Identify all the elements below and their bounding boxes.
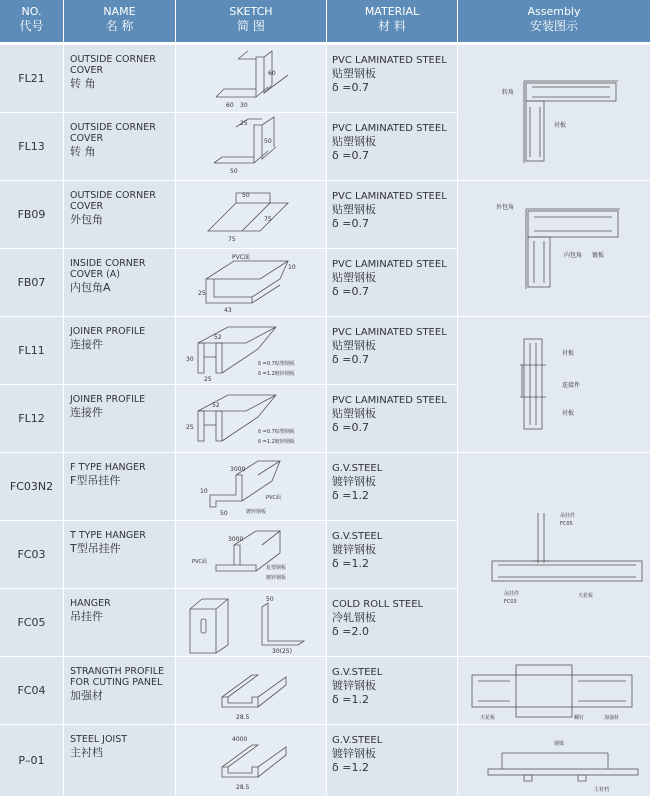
row-name-cn: 转 角 [70, 77, 96, 90]
header-sketch [176, 0, 327, 42]
row-sketch [176, 181, 327, 248]
row-code: FB09 [0, 181, 64, 248]
dim-label: 3000 [230, 466, 246, 473]
row-name-cn: 连接件 [70, 406, 103, 419]
material-thickness: δ =2.0 [332, 625, 369, 638]
material-en: PVC LAMINATED STEEL [332, 259, 447, 270]
material-en: G.V.STEEL [332, 531, 383, 542]
assembly-strength [458, 656, 650, 724]
sketch-p01 [176, 725, 327, 797]
row-sketch [176, 45, 327, 112]
sketch-fc05 [176, 589, 327, 657]
callout-label: 主衬档 [594, 787, 610, 793]
row-name-en: F TYPE HANGER [70, 462, 146, 473]
row-name-en: HANGER [70, 598, 111, 609]
row-sketch [176, 725, 327, 796]
row-name-cn: F型吊挂件 [70, 474, 121, 487]
dim-label: 25 [240, 120, 248, 127]
callout-label: 镀板 [592, 252, 605, 259]
dim-label: 3000 [228, 536, 244, 543]
assembly-joiner [458, 316, 650, 452]
table-row [0, 112, 458, 180]
row-name-cn: 内包角A [70, 281, 111, 294]
material-thickness: δ =1.2 [332, 489, 369, 502]
dim-label: 镀锌钢板 [246, 509, 267, 515]
material-thickness: δ =1.2 [332, 761, 369, 774]
row-sketch [176, 385, 327, 452]
table-row [0, 384, 458, 452]
callout-label: 吊挂件 [504, 591, 520, 597]
material-cn: 冷轧钢板 [332, 611, 376, 624]
dim-label: 50 [266, 596, 274, 603]
header-assembly [458, 0, 650, 42]
material-en: PVC LAMINATED STEEL [332, 123, 447, 134]
material-en: G.V.STEEL [332, 463, 383, 474]
material-thickness: δ =0.7 [332, 81, 369, 94]
dim-label: 复塑钢板 [266, 565, 287, 571]
dim-label: 52 [214, 334, 222, 341]
row-name-cn: 转 角 [70, 145, 96, 158]
row-name-en: STEEL JOIST [70, 734, 128, 745]
dim-label: 50 [220, 510, 228, 517]
callout-label: 连接件 [562, 382, 581, 389]
row-code: FB07 [0, 249, 64, 316]
row-name-en: T TYPE HANGER [70, 530, 146, 541]
dim-label: 50 [230, 168, 238, 175]
assembly-corner [458, 44, 650, 180]
row-name [64, 385, 176, 452]
header-material [327, 0, 458, 42]
row-name [64, 113, 176, 180]
header-assembly-en: Assembly [527, 5, 581, 18]
material-en: G.V.STEEL [332, 735, 383, 746]
table-row [0, 452, 458, 520]
row-name [64, 317, 176, 384]
dim-label: 75 [264, 216, 272, 223]
row-code: FC04 [0, 657, 64, 724]
row-material [327, 385, 458, 452]
callout-label: 衬板 [562, 350, 575, 357]
row-name-en: OUTSIDE CORNER COVER [70, 122, 156, 144]
table-row [0, 180, 458, 248]
callout-label: 天花板 [480, 715, 496, 721]
dim-label: PVC面 [266, 495, 281, 501]
row-code: FC03N2 [0, 453, 64, 520]
header-no-en: NO. [21, 5, 42, 18]
dim-label: 50 [242, 192, 250, 199]
callout-label: 转角 [502, 89, 515, 96]
row-code: FL12 [0, 385, 64, 452]
row-name-cn: 主衬档 [70, 746, 103, 759]
callout-label: 螺钉 [574, 715, 585, 721]
row-code: P–01 [0, 725, 64, 796]
row-name-cn: T型吊挂件 [70, 542, 121, 555]
assembly-diagram [458, 657, 650, 725]
row-sketch [176, 589, 327, 656]
callout-label: 内包角 [564, 252, 583, 259]
dim-label: 43 [224, 307, 232, 314]
callout-label: 衬板 [562, 410, 575, 417]
sketch-fl21 [176, 45, 327, 113]
dim-label: 60 [226, 102, 234, 109]
table-row [0, 588, 458, 656]
dim-label: 25 [204, 376, 212, 383]
row-name-cn: 连接件 [70, 338, 103, 351]
material-en: G.V.STEEL [332, 667, 383, 678]
row-name [64, 45, 176, 112]
row-name-cn: 外包角 [70, 213, 103, 226]
row-material [327, 657, 458, 724]
row-material [327, 45, 458, 112]
material-cn: 镀锌钢板 [332, 543, 376, 556]
material-cn: 贴塑钢板 [332, 407, 376, 420]
header-no [0, 0, 64, 42]
assembly-diagram [458, 453, 650, 657]
row-sketch [176, 657, 327, 724]
row-name [64, 521, 176, 588]
row-name [64, 181, 176, 248]
dim-label: 10 [200, 488, 208, 495]
callout-label: 加强材 [604, 715, 620, 721]
material-cn: 贴塑钢板 [332, 67, 376, 80]
dim-label: 镀锌钢板 [266, 575, 287, 581]
header-name-en: NAME [103, 5, 136, 18]
dim-label: 28.5 [236, 714, 250, 721]
material-cn: 镀锌钢板 [332, 679, 376, 692]
header-sketch-en: SKETCH [229, 5, 273, 18]
row-material [327, 317, 458, 384]
header-material-en: MATERIAL [364, 5, 420, 18]
sketch-fc04 [176, 657, 327, 725]
row-name [64, 725, 176, 796]
material-thickness: δ =1.2 [332, 693, 369, 706]
row-material [327, 181, 458, 248]
dim-label: 75 [228, 236, 236, 243]
material-thickness: δ =0.7 [332, 149, 369, 162]
dim-label: 60 [268, 70, 276, 77]
material-cn: 镀锌钢板 [332, 747, 376, 760]
material-cn: 贴塑钢板 [332, 203, 376, 216]
row-sketch [176, 521, 327, 588]
row-material [327, 249, 458, 316]
row-material [327, 725, 458, 796]
sketch-fc03n2 [176, 453, 327, 521]
table-row [0, 656, 458, 724]
callout-label: 衬板 [554, 122, 567, 129]
sketch-fl11 [176, 317, 327, 385]
row-sketch [176, 249, 327, 316]
row-name-en: OUTSIDE CORNER COVER [70, 190, 156, 212]
material-cn: 贴塑钢板 [332, 271, 376, 284]
row-name [64, 249, 176, 316]
material-thickness: δ =0.7 [332, 353, 369, 366]
header-material-cn: 材 料 [378, 19, 406, 33]
sketch-fc03 [176, 521, 327, 589]
assembly-diagram [458, 725, 650, 797]
dim-label: δ =1.2镀锌钢板 [258, 371, 295, 377]
assembly-diagram [458, 45, 650, 181]
table-row [0, 248, 458, 316]
row-name-en: OUTSIDE CORNER COVER [70, 54, 156, 76]
row-code: FC03 [0, 521, 64, 588]
material-cn: 贴塑钢板 [332, 135, 376, 148]
material-en: PVC LAMINATED STEEL [332, 55, 447, 66]
material-cn: 贴塑钢板 [332, 339, 376, 352]
assembly-diagram [458, 181, 650, 317]
row-sketch [176, 453, 327, 520]
header-sketch-cn: 简 图 [237, 19, 265, 33]
dim-label: 30 [240, 102, 248, 109]
dim-label: PVC面 [192, 559, 207, 565]
sketch-fb07 [176, 249, 327, 317]
row-name-en: JOINER PROFILE [70, 326, 146, 337]
dim-label: 10 [288, 264, 296, 271]
assembly-joist [458, 724, 650, 796]
material-thickness: δ =1.2 [332, 557, 369, 570]
material-cn: 镀锌钢板 [332, 475, 376, 488]
header-name-cn: 名 称 [105, 19, 134, 33]
material-thickness: δ =0.7 [332, 285, 369, 298]
callout-label: 外包角 [496, 204, 515, 211]
sketch-fb09 [176, 181, 327, 249]
row-name-cn: 吊挂件 [70, 610, 103, 623]
callout-label: 钢梁 [554, 741, 565, 747]
assembly-outer-inner [458, 180, 650, 316]
row-material [327, 113, 458, 180]
row-code: FL21 [0, 45, 64, 112]
table-row [0, 520, 458, 588]
dim-label: 25 [186, 424, 194, 431]
dim-label: 25 [198, 290, 206, 297]
material-en: PVC LAMINATED STEEL [332, 395, 447, 406]
assembly-hanger [458, 452, 650, 656]
dim-label: 30 [186, 356, 194, 363]
row-name [64, 453, 176, 520]
material-en: COLD ROLL STEEL [332, 599, 424, 610]
row-name [64, 589, 176, 656]
material-thickness: δ =0.7 [332, 217, 369, 230]
row-sketch [176, 317, 327, 384]
row-name-en: INSIDE CORNER COVER (A) [70, 258, 146, 280]
row-material [327, 589, 458, 656]
dim-label: 52 [212, 402, 220, 409]
table-row [0, 44, 458, 112]
header-name [64, 0, 176, 42]
callout-label: FC03 [504, 599, 517, 605]
row-name-cn: 加强材 [70, 689, 103, 702]
dim-label: 50 [264, 138, 272, 145]
row-name [64, 657, 176, 724]
row-code: FL13 [0, 113, 64, 180]
dim-label: PVC面 [232, 254, 250, 261]
row-code: FL11 [0, 317, 64, 384]
sketch-fl13 [176, 113, 327, 181]
row-code: FC05 [0, 589, 64, 656]
dim-label: δ =0.7贴塑钢板 [258, 429, 295, 435]
callout-label: 天花板 [578, 593, 594, 599]
assembly-diagram [458, 317, 650, 453]
sketch-fl12 [176, 385, 327, 453]
dim-label: 4000 [232, 736, 248, 743]
material-thickness: δ =0.7 [332, 421, 369, 434]
callout-label: 吊挂件 [560, 513, 576, 519]
table-row [0, 724, 458, 796]
callout-label: FC05 [560, 521, 573, 527]
row-material [327, 453, 458, 520]
row-name-en: JOINER PROFILE [70, 394, 146, 405]
row-name-en: STRANGTH PROFILE FOR CUTING PANEL [70, 666, 165, 688]
row-sketch [176, 113, 327, 180]
dim-label: 28.5 [236, 784, 250, 791]
material-en: PVC LAMINATED STEEL [332, 191, 447, 202]
table-row [0, 316, 458, 384]
header-no-cn: 代号 [19, 19, 44, 33]
dim-label: 30(25) [272, 648, 292, 655]
dim-label: δ =1.2镀锌钢板 [258, 439, 295, 445]
row-material [327, 521, 458, 588]
dim-label: δ =0.7贴塑钢板 [258, 361, 295, 367]
material-en: PVC LAMINATED STEEL [332, 327, 447, 338]
header-assembly-cn: 安装图示 [529, 19, 578, 33]
